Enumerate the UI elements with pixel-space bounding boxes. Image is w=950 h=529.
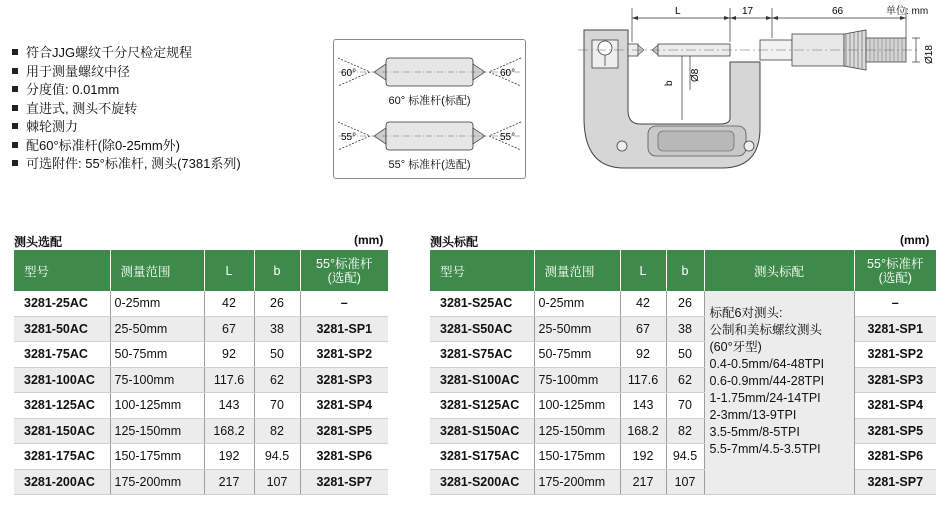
probe-note: 标配6对测头: 公制和美标螺纹测头 (60°牙型) 0.4-0.5mm/64-48TPI 0.6-0.9mm/44-28TPI 1-1.75mm/24-14TPI 2-3mm/13-9TPI 3.5-5mm/8-5TPI 5.5-7mm/4.5-3.5TPI — [704, 291, 854, 495]
dim-b: b — [664, 80, 675, 86]
table-row: 3281-S175AC 150-175mm 192 94.5 3281-SP6 — [430, 444, 936, 470]
table-header-row — [14, 250, 388, 291]
svg-text:55°: 55° — [341, 132, 357, 143]
header-b: b — [666, 250, 704, 291]
spindle-icon — [592, 40, 730, 68]
table-row: 3281-125AC 100-125mm 143 70 3281-SP4 — [14, 393, 388, 419]
dimension-lines — [632, 8, 920, 120]
bullet-icon — [12, 86, 18, 92]
header-range: 测量范围 — [110, 250, 204, 291]
table-row: 3281-S50AC 25-50mm 67 38 3281-SP1 — [430, 316, 936, 342]
rod-60-caption: 60° 标准杆(标配) — [388, 95, 471, 107]
table-row: 3281-75AC 50-75mm 92 50 3281-SP2 — [14, 342, 388, 368]
bullet-icon — [12, 142, 18, 148]
rod-55-caption: 55° 标准杆(选配) — [388, 159, 471, 171]
header-L: L — [620, 250, 666, 291]
feature-list — [12, 44, 241, 174]
bullet-icon — [12, 123, 18, 129]
dim-66: 66 — [832, 6, 844, 17]
dim-phi8: Ø8 — [690, 68, 701, 82]
header-rod55: 55°标准杆 (选配) — [854, 250, 936, 291]
feature-item: 配60°标准杆(除0-25mm外) — [12, 137, 241, 156]
table-row: 3281-150AC 125-150mm 168.2 82 3281-SP5 — [14, 418, 388, 444]
table2-unit: (mm) — [900, 233, 930, 247]
table-row: 3281-S150AC 125-150mm 168.2 82 3281-SP5 — [430, 418, 936, 444]
table2-title: 测头标配 — [430, 235, 479, 249]
svg-text:55°: 55° — [500, 132, 516, 143]
feature-item: 可选附件: 55°标准杆, 测头(7381系列) — [12, 155, 241, 174]
rod-60-icon — [338, 58, 521, 86]
bullet-icon — [12, 105, 18, 111]
table-row: 3281-S125AC 100-125mm 143 70 3281-SP4 — [430, 393, 936, 419]
feature-item: 用于测量螺纹中径 — [12, 63, 241, 82]
table1 — [14, 250, 388, 495]
micrometer-drawing — [570, 0, 950, 185]
table1-title: 测头选配 — [14, 235, 63, 249]
table-row: 3281-25AC 0-25mm 42 26 – — [14, 291, 388, 316]
bullet-icon — [12, 160, 18, 166]
table1-unit: (mm) — [354, 233, 384, 247]
header-model: 型号 — [14, 250, 110, 291]
header-b: b — [254, 250, 300, 291]
table-row: 3281-S75AC 50-75mm 92 50 3281-SP2 — [430, 342, 936, 368]
feature-item: 直进式, 测头不旋转 — [12, 100, 241, 119]
header-model: 型号 — [430, 250, 534, 291]
table2 — [430, 250, 936, 495]
feature-item: 分度值: 0.01mm — [12, 81, 241, 100]
dim-L: L — [675, 6, 681, 17]
table-header-row — [430, 250, 936, 291]
table-row: 3281-S200AC 175-200mm 217 107 3281-SP7 — [430, 469, 936, 495]
feature-item: 棘轮测力 — [12, 118, 241, 137]
table-row: 3281-S100AC 75-100mm 117.6 62 3281-SP3 — [430, 367, 936, 393]
table-row: 3281-100AC 75-100mm 117.6 62 3281-SP3 — [14, 367, 388, 393]
rod-55-icon — [338, 122, 521, 150]
feature-item: 符合JJG螺纹千分尺检定规程 — [12, 44, 241, 63]
dim-17: 17 — [742, 6, 754, 17]
header-probe: 测头标配 — [704, 250, 854, 291]
header-range: 测量范围 — [534, 250, 620, 291]
svg-text:60°: 60° — [341, 68, 357, 79]
table-row: 3281-200AC 175-200mm 217 107 3281-SP7 — [14, 469, 388, 495]
table-row: 3281-175AC 150-175mm 192 94.5 3281-SP6 — [14, 444, 388, 470]
unit-label: 单位: mm — [886, 6, 929, 17]
bullet-icon — [12, 68, 18, 74]
dim-phi18: Ø18 — [924, 45, 935, 64]
header-L: L — [204, 250, 254, 291]
table-row: 3281-S25AC 0-25mm 42 26 标配6对测头: 公制和美标螺纹测头 (60°牙型) 0.4-0.5mm/64-48TPI 0.6-0.9mm/44-28TPI 1-1.75mm/24-14TPI 2-3mm/13-9TPI 3.5-5mm/8-5TPI 5.5-7mm/4.5-3.5TPI – — [430, 291, 936, 316]
table-row: 3281-50AC 25-50mm 67 38 3281-SP1 — [14, 316, 388, 342]
bullet-icon — [12, 49, 18, 55]
svg-text:60°: 60° — [500, 68, 516, 79]
header-rod55: 55°标准杆 (选配) — [300, 250, 388, 291]
standard-rod-box — [333, 39, 526, 179]
